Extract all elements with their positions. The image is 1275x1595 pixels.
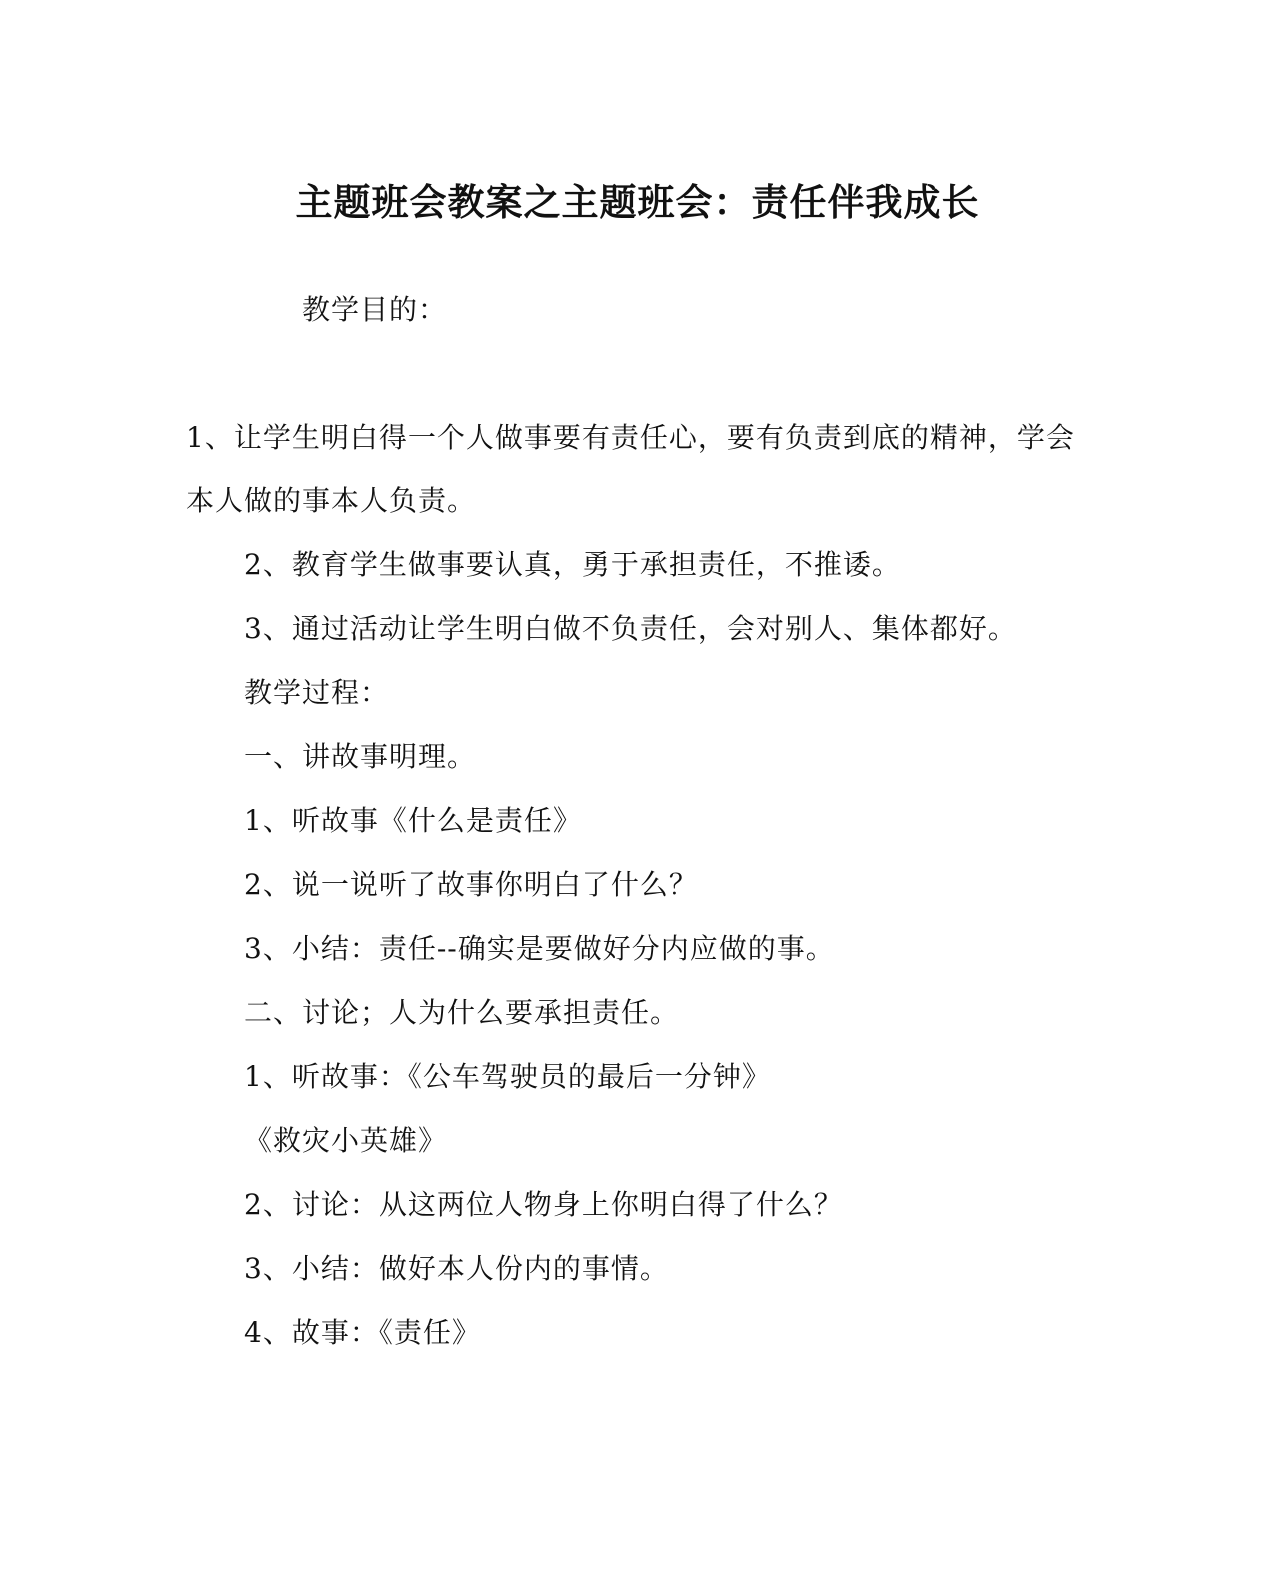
paragraph-line: 2、说一说听了故事你明白了什么？ <box>244 868 698 901</box>
paragraph-line: 1、听故事：《公车驾驶员的最后一分钟》 <box>244 1060 771 1093</box>
paragraph-line: 3、小结：责任--确实是要做好分内应做的事。 <box>244 932 835 965</box>
paragraph-line: 本人做的事本人负责。 <box>186 484 477 517</box>
paragraph-line: 1、让学生明白得一个人做事要有责任心，要有负责到底的精神，学会 <box>186 421 1075 454</box>
paragraph-line: 2、教育学生做事要认真，勇于承担责任，不推诿。 <box>244 548 901 581</box>
paragraph-line: 2、讨论：从这两位人物身上你明白得了什么？ <box>244 1188 843 1221</box>
paragraph-line: 二、讨论；人为什么要承担责任。 <box>244 996 680 1029</box>
paragraph-line: 《救灾小英雄》 <box>244 1124 448 1157</box>
document-title: 主题班会教案之主题班会：责任伴我成长 <box>295 180 980 224</box>
paragraph-line: 一、讲故事明理。 <box>244 740 477 773</box>
section-heading-process: 教学过程： <box>244 676 390 709</box>
paragraph-line: 1、听故事《什么是责任》 <box>244 804 582 837</box>
paragraph-line: 4、故事：《责任》 <box>244 1316 481 1349</box>
paragraph-line: 3、小结：做好本人份内的事情。 <box>244 1252 669 1285</box>
paragraph-line: 3、通过活动让学生明白做不负责任，会对别人、集体都好。 <box>244 612 1017 645</box>
section-heading-objectives: 教学目的： <box>302 293 448 326</box>
